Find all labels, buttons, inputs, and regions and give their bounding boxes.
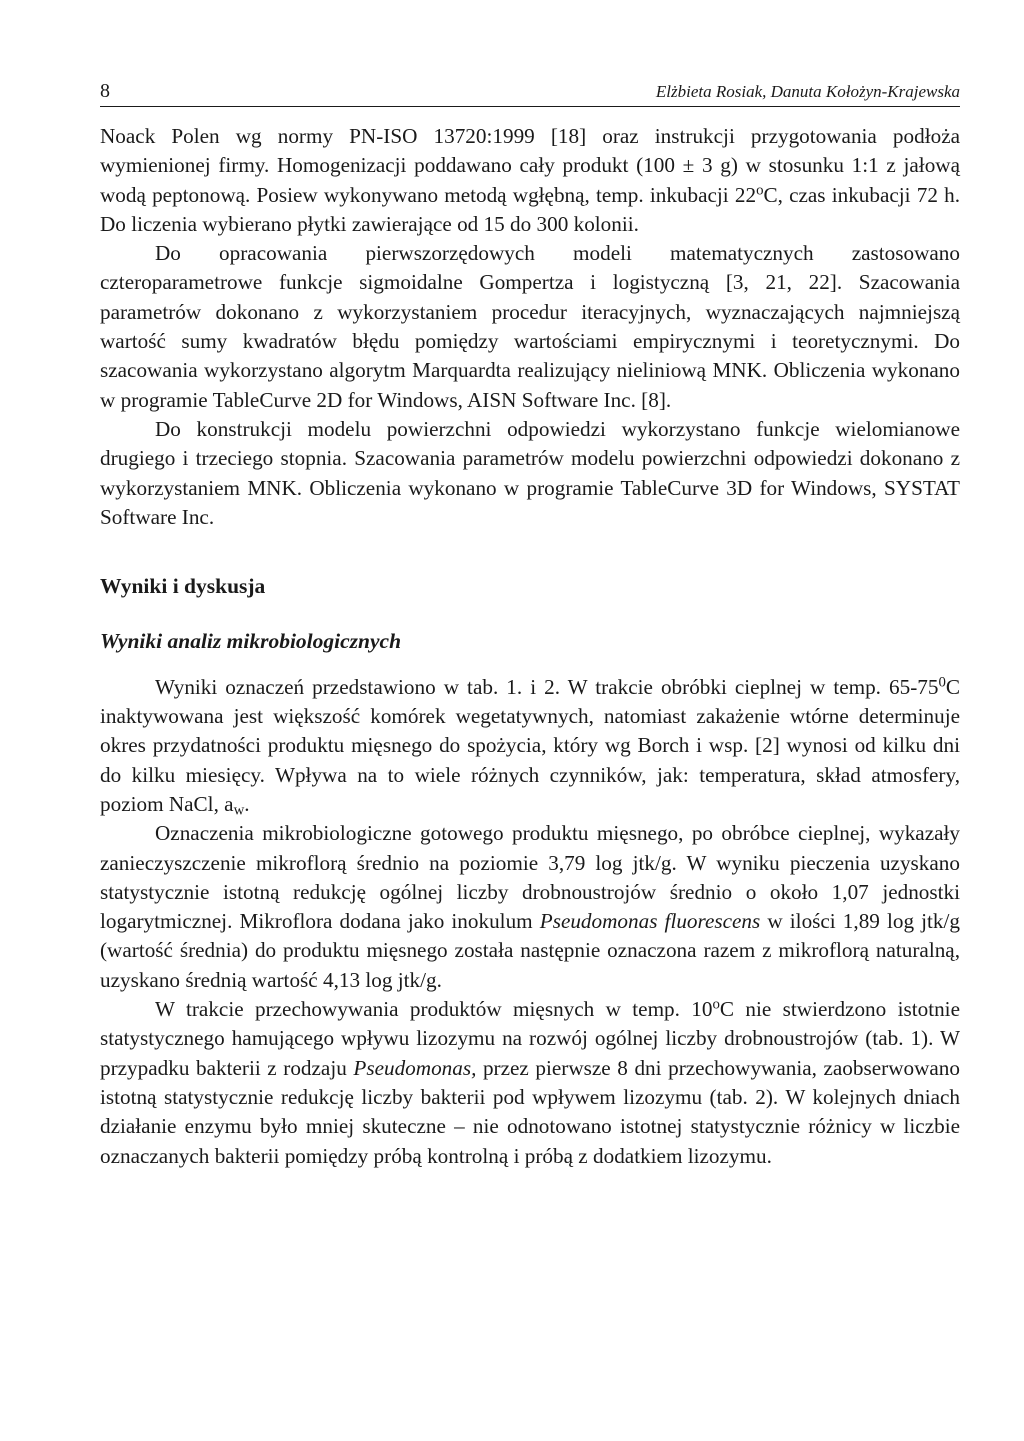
paragraph-results-intro: Wyniki oznaczeń przedstawiono w tab. 1. i 2. W trakcie obróbki cieplnej w temp. $65-75^0C$ inaktywowana jest większość komórek wegetatywnych, natomiast zakażenie wtórne determinuje okres przydatności produktu mięsnego do spożycia, który wg Borch i wsp. [2] wynosi od kilku dni do kilku miesięcy. Wpływa na to wiele różnych czynników, jak: temperatura, skład atmosfery, poziom NaCl, $a_w$.: [100, 674, 960, 819]
subsection-heading: Wyniki analiz mikrobiologicznych: [100, 629, 402, 654]
paragraph-storage-results: W trakcie przechowywania produktów mięsnych w temp. 10$^o$C nie stwierdzono istotnie statystycznego hamującego wpływu lizozymu na rozwój ogólnej liczby drobnoustrojów (tab. 1). W przypadku bakterii z rodzaju Pseudomonas, przez pierwsze 8 dni przechowywania, zaobserwowano istotną statystycznie redukcję liczby bakterii pod wpływem lizozymu (tab. 2). W kolejnych dniach działanie enzymu było mniej skuteczne – nie odnotowano istotnej statystycznie różnicy w liczbie oznaczanych bakterii pomiędzy próbą kontrolną i próbą z dodatkiem lizozymu.: [100, 996, 960, 1168]
body-text: [100, 122, 960, 1171]
section-heading: Wyniki i dyskusja: [100, 574, 266, 599]
paragraph-methods-continued: Noack Polen wg normy PN-ISO 13720:1999 [18] oraz instrukcji przygotowania podłoża wymienionej firmy. Homogenizacji poddawano cały produkt (100 ± 3 g) w stosunku 1:1 z jałową wodą peptonową. Posiew wykonywano metodą wgłębną, temp. inkubacji 22$^o$C, czas inkubacji 72 h. Do liczenia wybierano płytki zawierające od 15 do 300 kolonii.: [100, 124, 960, 236]
page-header: [100, 82, 960, 107]
running-head-authors: Elżbieta Rosiak, Danuta Kołożyn-Krajewska: [655, 82, 960, 101]
paragraph-response-surface: Do konstrukcji modelu powierzchni odpowiedzi wykorzystano funkcje wielomianowe drugiego i trzeciego stopnia. Szacowania parametrów modelu powierzchni odpowiedzi dokonano z wykorzystaniem MNK. Obliczenia wykonano w programie TableCurve 3D for Windows, SYSTAT Software Inc.: [100, 416, 960, 529]
paragraph-primary-models: Do opracowania pierwszorzędowych modeli matematycznych zastosowano czteroparametrowe funkcje sigmoidalne Gompertza i logistyczną [3, 21, 22]. Szacowania parametrów dokonano z wykorzystaniem procedur iteracyjnych, wyznaczających najmniejszą wartość sumy kwadratów błędu pomiędzy wartościami empirycznymi i teoretycznymi. Do szacowania wykorzystano algorytm Marquardta realizujący nieliniową MNK. Obliczenia wykonano w programie TableCurve 2D for Windows, AISN Software Inc. [8].: [100, 241, 960, 412]
page-number: 8: [100, 80, 110, 102]
paragraph-microbial-results: Oznaczenia mikrobiologiczne gotowego produktu mięsnego, po obróbce cieplnej, wykazały zanieczyszczenie mikroflorą średnio na poziomie 3,79 log jtk/g. W wyniku pieczenia uzyskano statystycznie istotną redukcję ogólnej liczby drobnoustrojów średnio o około 1,07 jednostki logarytmicznej. Mikroflora dodana jako inokulum Pseudomonas fluorescens w ilości 1,89 log jtk/g (wartość średnia) do produktu mięsnego została następnie oznaczona razem z mikroflorą naturalną, uzyskano średnią wartość 4,13 log jtk/g.: [100, 821, 961, 992]
